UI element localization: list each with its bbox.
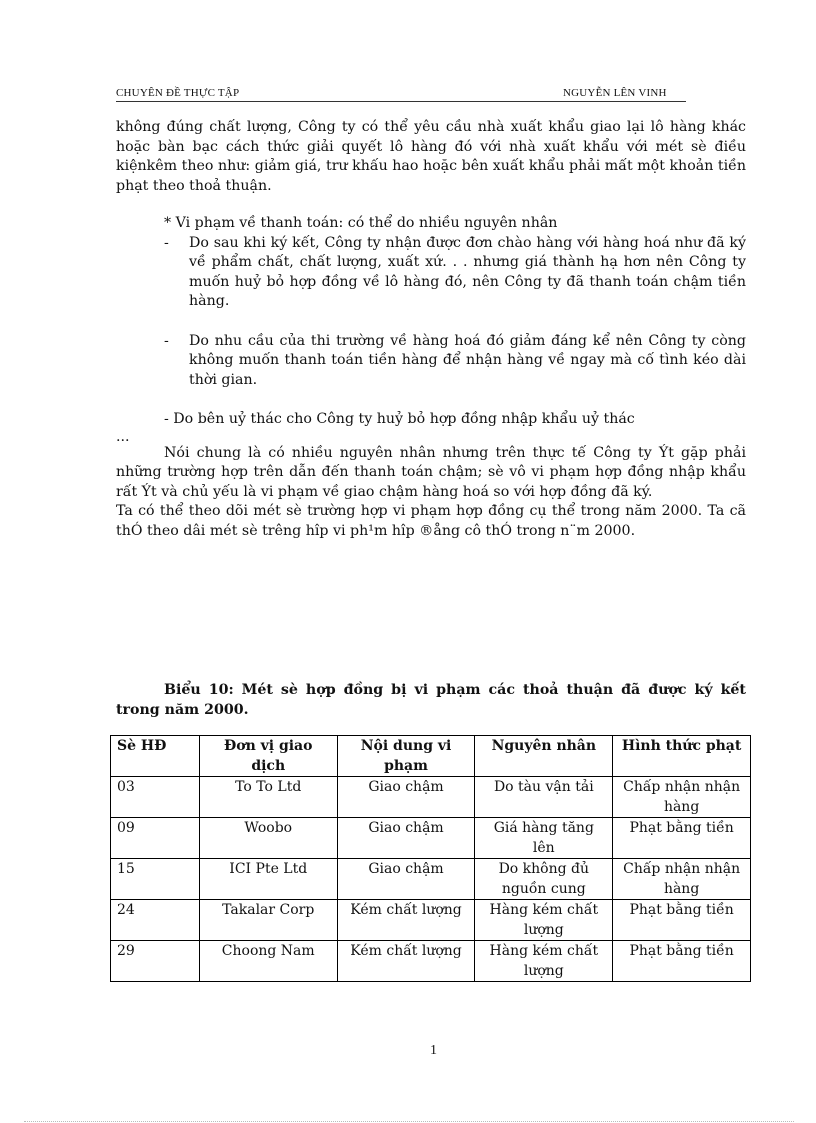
paragraph-quality: không đúng chất lượng, Công ty có thể yêu cầu nhà xuất khẩu giao lại lô hàng khác hoặc bàn bạc cách thức giải quyết lô hàng đó với nhà xuất khẩu với mét sè điều kiệnkêm theo như: giảm giá, trư khấu hao hoặc bên xuất khẩu phải mất một khoản tiền phạt theo thoả thuận. [116, 119, 746, 194]
table-cell: Takalar Corp [199, 900, 337, 941]
body-text [116, 118, 746, 541]
table-cell: Phạt bằng tiền [613, 900, 751, 941]
table-row [111, 859, 751, 900]
column-header: Nguyên nhân [475, 736, 613, 777]
list-item-trust: - Do bên uỷ thác cho Công ty huỷ bỏ hợp đồng nhập khẩu uỷ thác [164, 411, 635, 427]
table-row [111, 818, 751, 859]
table-header-row [111, 736, 751, 777]
table-cell: 24 [111, 900, 200, 941]
contracts-table [110, 735, 751, 982]
table-cell: Hàng kém chất lượng [475, 900, 613, 941]
list-item [116, 234, 746, 312]
table-cell: Hàng kém chất lượng [475, 941, 613, 982]
column-header: Đơn vị giao dịch [199, 736, 337, 777]
table-row [111, 941, 751, 982]
page-bottom-divider [24, 1121, 794, 1122]
table-cell: Giao chậm [337, 859, 475, 900]
list-item-text: Do sau khi ký kết, Công ty nhận được đơn chào hàng với hàng hoá như đã ký về phẩm chất, chất lượng, xuất xứ. . . nhưng giá thành hạ hơn nên Công ty muốn huỷ bỏ hợp đồng về lô hàng đó, nên Công ty đã thanh toán chậm tiền hàng. [189, 234, 746, 309]
table-cell: ICI Pte Ltd [199, 859, 337, 900]
table-cell: Giao chậm [337, 818, 475, 859]
table-cell: Giá hàng tăng lên [475, 818, 613, 859]
table-cell: To To Ltd [199, 777, 337, 818]
table-caption: Biểu 10: Mét sè hợp đồng bị vi phạm các thoả thuận đã được ký kết trong năm 2000. [116, 682, 746, 718]
table-cell: Woobo [199, 818, 337, 859]
page-header [116, 87, 686, 102]
table-cell: Kém chất lượng [337, 900, 475, 941]
table-cell: Chấp nhận nhận hàng [613, 859, 751, 900]
header-author: NGUYỄN LÊN VINH [563, 87, 667, 99]
column-header: Sè HĐ [111, 736, 200, 777]
paragraph-summary: Nói chung là có nhiều nguyên nhân nhưng trên thực tế Công ty Ýt gặp phải những trường hợp trên dẫn đến thanh toán chậm; sè vô vi phạm hợp đồng nhập khẩu rất Ýt và chủ yếu là vi phạm về giao chậm hàng hoá so với hợp đồng đã ký. [116, 444, 746, 500]
table-cell: Phạt bằng tiền [613, 941, 751, 982]
table-cell: Do tàu vận tải [475, 777, 613, 818]
table-cell: 29 [111, 941, 200, 982]
table-cell: 15 [111, 859, 200, 900]
header-left-title: CHUYÊN ĐỀ THỰC TẬP [116, 87, 240, 99]
table-cell: Do không đủ nguồn cung [475, 859, 613, 900]
list-dash: - [164, 234, 169, 251]
table-cell: 09 [111, 818, 200, 859]
list-item-text: Do nhu cầu của thi trường về hàng hoá đó giảm đáng kể nên Công ty còng không muốn thanh toán tiền hàng để nhận hàng về ngay mà cố tình kéo dài thời gian. [189, 332, 746, 388]
table-row [111, 777, 751, 818]
table-cell: 03 [111, 777, 200, 818]
column-header: Nội dung vi phạm [337, 736, 475, 777]
column-header: Hình thức phạt [613, 736, 751, 777]
list-item [116, 332, 746, 391]
table-cell: Kém chất lượng [337, 941, 475, 982]
ellipsis: ... [116, 428, 130, 445]
table-cell: Phạt bằng tiền [613, 818, 751, 859]
paragraph-payment-violation: * Vi phạm về thanh toán: có thể do nhiều nguyên nhân [164, 215, 558, 231]
table-cell: Chấp nhận nhận hàng [613, 777, 751, 818]
page-number: 1 [430, 1043, 437, 1058]
table-cell: Choong Nam [199, 941, 337, 982]
paragraph-table-intro: Ta có thể theo dõi mét sè trường hợp vi phạm hợp đồng cụ thể trong năm 2000. Ta cã thÓ theo dâi mét sè trêng hîp vi ph¹m hîp ®ång cô thÓ trong n¨m 2000. [116, 503, 746, 539]
table-cell: Giao chậm [337, 777, 475, 818]
list-dash: - [164, 332, 169, 349]
table-row [111, 900, 751, 941]
